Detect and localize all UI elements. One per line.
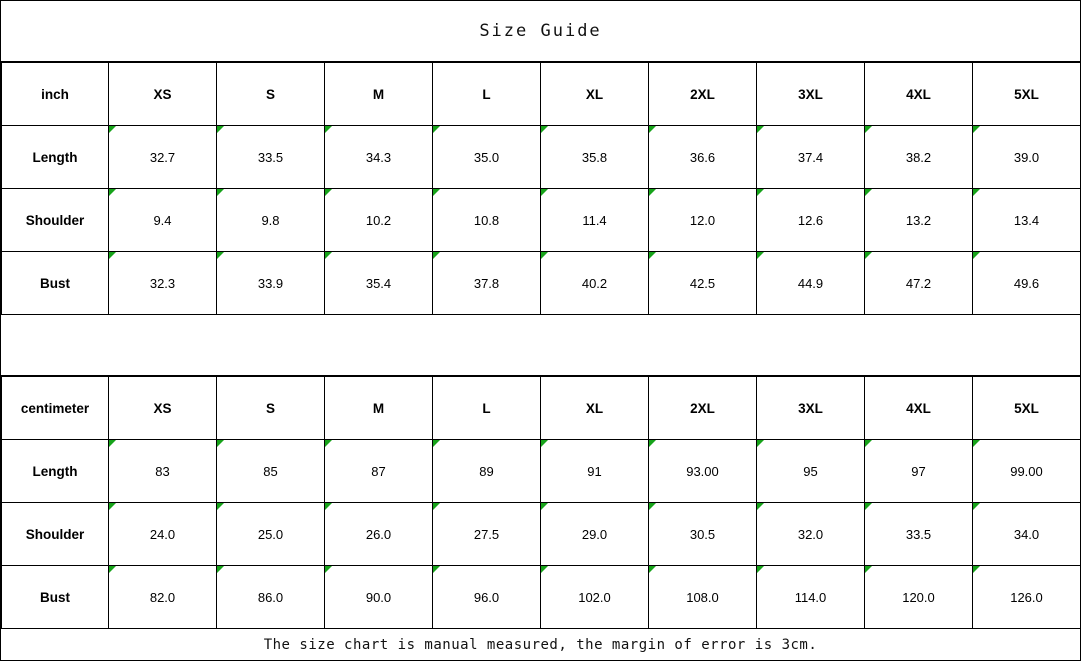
row-label-shoulder: Shoulder bbox=[2, 503, 109, 566]
cell-inch-shoulder-m: 10.2 bbox=[325, 189, 433, 252]
cell-inch-length-4xl: 38.2 bbox=[865, 126, 973, 189]
column-header-4xl: 4XL bbox=[865, 63, 973, 126]
cell-inch-length-2xl: 36.6 bbox=[649, 126, 757, 189]
column-header-m: M bbox=[325, 63, 433, 126]
row-label-shoulder: Shoulder bbox=[2, 189, 109, 252]
column-header-m: M bbox=[325, 377, 433, 440]
column-header-4xl: 4XL bbox=[865, 377, 973, 440]
cell-inch-bust-xs: 32.3 bbox=[109, 252, 217, 315]
cell-inch-shoulder-xl: 11.4 bbox=[541, 189, 649, 252]
column-header-5xl: 5XL bbox=[973, 63, 1081, 126]
column-header-2xl: 2XL bbox=[649, 377, 757, 440]
cell-inch-shoulder-2xl: 12.0 bbox=[649, 189, 757, 252]
table-row bbox=[2, 566, 1081, 629]
cell-inch-bust-m: 35.4 bbox=[325, 252, 433, 315]
cell-inch-length-xs: 32.7 bbox=[109, 126, 217, 189]
inch-table-wrap bbox=[1, 62, 1080, 315]
cell-cm-bust-5xl: 126.0 bbox=[973, 566, 1081, 629]
row-label-bust: Bust bbox=[2, 252, 109, 315]
cell-inch-bust-xl: 40.2 bbox=[541, 252, 649, 315]
cell-cm-bust-3xl: 114.0 bbox=[757, 566, 865, 629]
cell-cm-bust-2xl: 108.0 bbox=[649, 566, 757, 629]
row-label-length: Length bbox=[2, 126, 109, 189]
cell-cm-bust-s: 86.0 bbox=[217, 566, 325, 629]
column-header-xl: XL bbox=[541, 63, 649, 126]
cell-cm-bust-m: 90.0 bbox=[325, 566, 433, 629]
cell-inch-shoulder-4xl: 13.2 bbox=[865, 189, 973, 252]
column-header-xs: XS bbox=[109, 377, 217, 440]
column-header-xl: XL bbox=[541, 377, 649, 440]
cell-inch-bust-2xl: 42.5 bbox=[649, 252, 757, 315]
cell-cm-length-5xl: 99.00 bbox=[973, 440, 1081, 503]
table-row bbox=[2, 440, 1081, 503]
column-header-2xl: 2XL bbox=[649, 63, 757, 126]
cell-inch-length-5xl: 39.0 bbox=[973, 126, 1081, 189]
cell-inch-length-s: 33.5 bbox=[217, 126, 325, 189]
cell-cm-shoulder-2xl: 30.5 bbox=[649, 503, 757, 566]
row-label-length: Length bbox=[2, 440, 109, 503]
cell-cm-shoulder-l: 27.5 bbox=[433, 503, 541, 566]
table-separator bbox=[1, 315, 1080, 376]
footer-note: The size chart is manual measured, the margin of error is 3cm. bbox=[263, 636, 818, 653]
table-row bbox=[2, 126, 1081, 189]
cell-cm-shoulder-xs: 24.0 bbox=[109, 503, 217, 566]
column-header-3xl: 3XL bbox=[757, 63, 865, 126]
cell-inch-bust-s: 33.9 bbox=[217, 252, 325, 315]
table-header-row bbox=[2, 377, 1081, 440]
cell-cm-length-l: 89 bbox=[433, 440, 541, 503]
cell-inch-shoulder-5xl: 13.4 bbox=[973, 189, 1081, 252]
cell-inch-length-l: 35.0 bbox=[433, 126, 541, 189]
cell-inch-shoulder-l: 10.8 bbox=[433, 189, 541, 252]
cell-cm-bust-l: 96.0 bbox=[433, 566, 541, 629]
cell-inch-length-m: 34.3 bbox=[325, 126, 433, 189]
cell-inch-shoulder-s: 9.8 bbox=[217, 189, 325, 252]
table-header-row bbox=[2, 63, 1081, 126]
cell-cm-shoulder-3xl: 32.0 bbox=[757, 503, 865, 566]
unit-label-centimeter: centimeter bbox=[2, 377, 109, 440]
cell-cm-shoulder-s: 25.0 bbox=[217, 503, 325, 566]
column-header-s: S bbox=[217, 377, 325, 440]
table-row bbox=[2, 503, 1081, 566]
cell-inch-bust-l: 37.8 bbox=[433, 252, 541, 315]
cell-inch-length-3xl: 37.4 bbox=[757, 126, 865, 189]
cell-cm-shoulder-4xl: 33.5 bbox=[865, 503, 973, 566]
column-header-s: S bbox=[217, 63, 325, 126]
cell-cm-length-4xl: 97 bbox=[865, 440, 973, 503]
cell-cm-length-xs: 83 bbox=[109, 440, 217, 503]
cell-inch-shoulder-3xl: 12.6 bbox=[757, 189, 865, 252]
cell-cm-bust-xs: 82.0 bbox=[109, 566, 217, 629]
column-header-xs: XS bbox=[109, 63, 217, 126]
cell-inch-bust-4xl: 47.2 bbox=[865, 252, 973, 315]
cell-inch-bust-5xl: 49.6 bbox=[973, 252, 1081, 315]
column-header-3xl: 3XL bbox=[757, 377, 865, 440]
cell-cm-length-3xl: 95 bbox=[757, 440, 865, 503]
cell-cm-length-2xl: 93.00 bbox=[649, 440, 757, 503]
cell-cm-shoulder-m: 26.0 bbox=[325, 503, 433, 566]
cell-inch-shoulder-xs: 9.4 bbox=[109, 189, 217, 252]
cell-inch-bust-3xl: 44.9 bbox=[757, 252, 865, 315]
cell-cm-shoulder-5xl: 34.0 bbox=[973, 503, 1081, 566]
row-label-bust: Bust bbox=[2, 566, 109, 629]
size-table-centimeter bbox=[1, 376, 1081, 629]
page-title-bar bbox=[1, 1, 1080, 62]
table-row bbox=[2, 252, 1081, 315]
size-table-inch bbox=[1, 62, 1081, 315]
cell-cm-length-s: 85 bbox=[217, 440, 325, 503]
column-header-l: L bbox=[433, 63, 541, 126]
unit-label-inch: inch bbox=[2, 63, 109, 126]
cell-cm-shoulder-xl: 29.0 bbox=[541, 503, 649, 566]
page-title: Size Guide bbox=[479, 21, 602, 41]
cell-cm-bust-4xl: 120.0 bbox=[865, 566, 973, 629]
column-header-5xl: 5XL bbox=[973, 377, 1081, 440]
cell-inch-length-xl: 35.8 bbox=[541, 126, 649, 189]
column-header-l: L bbox=[433, 377, 541, 440]
table-row bbox=[2, 189, 1081, 252]
footer-note-bar bbox=[1, 629, 1080, 660]
cell-cm-bust-xl: 102.0 bbox=[541, 566, 649, 629]
cell-cm-length-m: 87 bbox=[325, 440, 433, 503]
cm-table-wrap bbox=[1, 376, 1080, 629]
cell-cm-length-xl: 91 bbox=[541, 440, 649, 503]
